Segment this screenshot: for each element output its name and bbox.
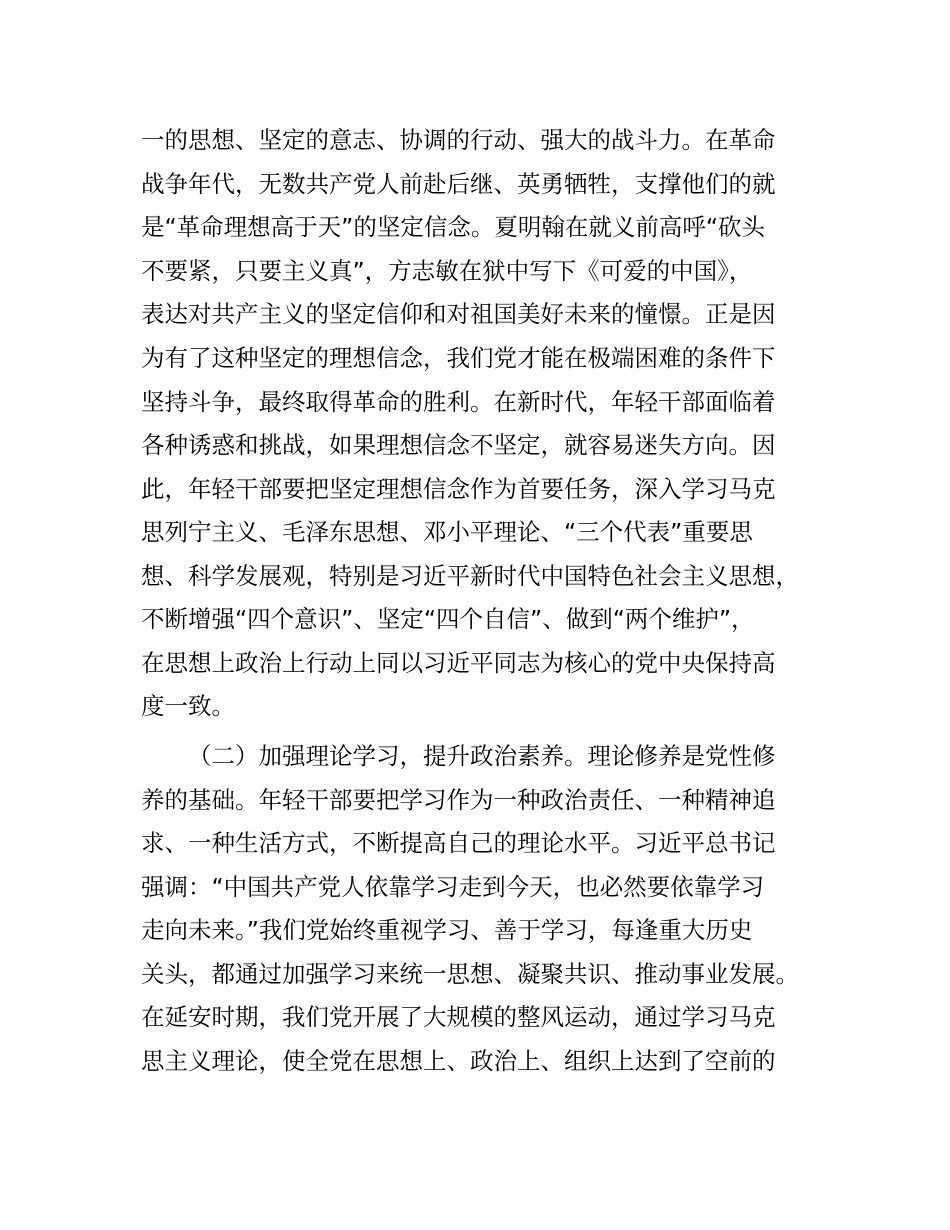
text-line: 在思想上政治上行动上同以习近平同志为核心的党中央保持高 [141, 649, 776, 677]
text-line: 在延安时期，我们党开展了大规模的整风运动，通过学习马克 [141, 1003, 776, 1031]
text-line: 战争年代，无数共产党人前赴后继、英勇牺牲，支撑他们的就 [141, 170, 776, 198]
text-line: 养的基础。年轻干部要把学习作为一种政治责任、一种精神追 [141, 786, 776, 814]
text-line: 度一致。 [141, 692, 235, 720]
text-line: 不断增强“四个意识”、坚定“四个自信”、做到“两个维护”， [141, 605, 755, 633]
text-line: 不要紧，只要主义真”，方志敏在狱中写下《可爱的中国》， [141, 257, 753, 285]
text-line: 想、科学发展观，特别是习近平新时代中国特色社会主义思想， [141, 562, 799, 590]
text-line: 此，年轻干部要把坚定理想信念作为首要任务，深入学习马克 [141, 475, 776, 503]
text-line: 为有了这种坚定的理想信念，我们党才能在极端困难的条件下 [141, 344, 776, 372]
section-heading-line: （二）加强理论学习，提升政治素养。理论修养是党性修 [188, 742, 776, 770]
text-line: 强调：“中国共产党人依靠学习走到今天，也必然要依靠学习 [141, 873, 765, 901]
text-line: 思列宁主义、毛泽东思想、邓小平理论、“三个代表”重要思 [141, 518, 753, 546]
text-line: 坚持斗争，最终取得革命的胜利。在新时代，年轻干部面临着 [141, 388, 776, 416]
text-line: 求、一种生活方式，不断提高自己的理论水平。习近平总书记 [141, 829, 776, 857]
text-line: 走向未来。”我们党始终重视学习、善于学习，每逢重大历史 [141, 916, 753, 944]
text-line: 表达对共产主义的坚定信仰和对祖国美好未来的憧憬。正是因 [141, 300, 776, 328]
text-line: 一的思想、坚定的意志、协调的行动、强大的战斗力。在革命 [141, 126, 776, 154]
text-line: 各种诱惑和挑战，如果理想信念不坚定，就容易迷失方向。因 [141, 431, 776, 459]
text-line: 是“革命理想高于天”的坚定信念。夏明翰在就义前高呼“砍头 [141, 213, 766, 241]
text-line: 思主义理论，使全党在思想上、政治上、组织上达到了空前的 [141, 1047, 776, 1075]
text-line: 关头，都通过加强学习来统一思想、凝聚共识、推动事业发展。 [141, 960, 799, 988]
